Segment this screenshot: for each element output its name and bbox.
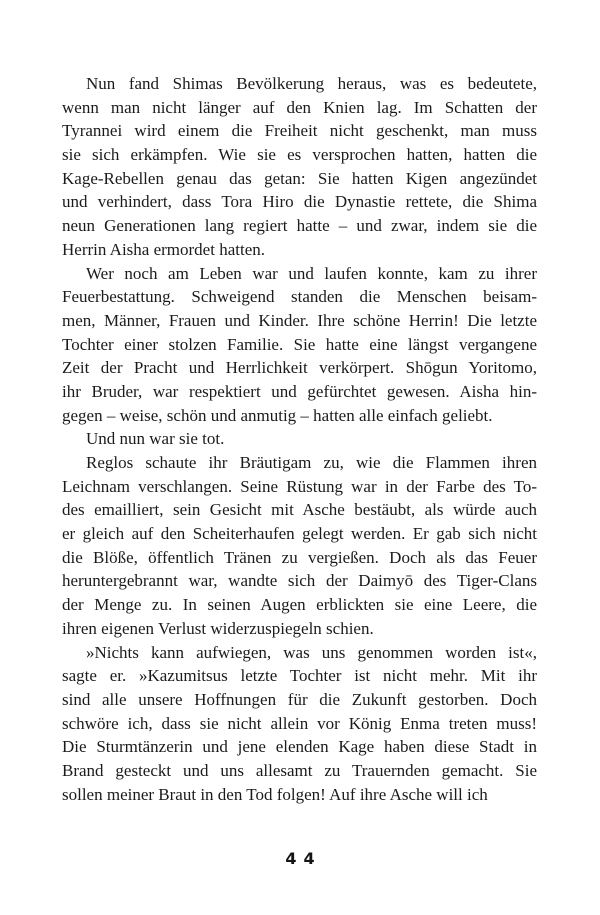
text-line: Nun fand Shimas Bevölkerung heraus, was es bedeutete, (86, 74, 537, 93)
paragraph (62, 262, 537, 428)
text-line: Die Sturmtänzerin und jene elenden Kage haben diese Stadt in (62, 737, 537, 757)
text-line: men, Männer, Frauen und Kinder. Ihre schöne Herrin! Die letzte (62, 310, 537, 330)
text-line: Feuerbestattung. Schweigend standen die Menschen beisam- (62, 287, 537, 307)
text-line: ihren eigenen Verlust widerzuspiegeln schien. (62, 618, 374, 638)
paragraph (62, 451, 537, 641)
text-line: der Menge zu. In seinen Augen erblickten sie eine Leere, die (62, 595, 537, 615)
text-line: sagte er. »Kazumitsus letzte Tochter ist nicht mehr. Mit ihr (62, 666, 537, 686)
text-line: »Nichts kann aufwiegen, was uns genommen worden ist«, (86, 642, 537, 662)
text-line: neun Generationen lang regiert hatte – und zwar, indem sie die (62, 216, 537, 236)
text-line: ihr Bruder, war respektiert und gefürchtet gewesen. Aisha hin- (62, 381, 537, 401)
text-line: Herrin Aisha ermordet hatten. (62, 239, 265, 259)
text-line: Brand gesteckt und uns allesamt zu Trauernden gemacht. Sie (62, 760, 537, 780)
text-line: schwöre ich, dass sie nicht allein vor König Enma treten muss! (62, 713, 537, 733)
text-line: Wer noch am Leben war und laufen konnte, kam zu ihrer (86, 263, 537, 283)
text-line: Tochter einer stolzen Familie. Sie hatte eine längst vergangene (62, 334, 537, 354)
text-line: wenn man nicht länger auf den Knien lag. Im Schatten der (62, 97, 537, 117)
paragraph (62, 641, 537, 807)
text-line: Leichnam verschlangen. Seine Rüstung war in der Farbe des To- (62, 476, 537, 496)
text-line: er gleich auf den Scheiterhaufen gelegt werden. Er gab sich nicht (62, 524, 537, 544)
text-line: Und nun war sie tot. (86, 429, 225, 449)
text-line: die Blöße, öffentlich Tränen zu vergießen. Doch als das Feuer (62, 547, 537, 567)
text-line: und verhindert, dass Tora Hiro die Dynastie rettete, die Shima (62, 192, 537, 212)
text-line: gegen – weise, schön und anmutig – hatten alle einfach geliebt. (62, 405, 493, 425)
text-line: sind alle unsere Hoffnungen für die Zukunft gestorben. Doch (62, 689, 537, 709)
text-block (62, 72, 537, 806)
text-line: des emailliert, sein Gesicht mit Asche bestäubt, als würde auch (62, 500, 537, 520)
text-line: Reglos schaute ihr Bräutigam zu, wie die Flammen ihren (86, 453, 537, 472)
text-line: Tyrannei wird einem die Freiheit nicht geschenkt, man muss (62, 121, 537, 141)
text-line: Zeit der Pracht und Herrlichkeit verkörpert. Shōgun Yoritomo, (62, 358, 537, 378)
paragraph (62, 427, 537, 451)
text-line: Kage-Rebellen genau das getan: Sie hatten Kigen angezündet (62, 168, 537, 188)
page-number: 44 (285, 849, 322, 868)
paragraph (62, 72, 537, 262)
text-line: sie sich erkämpfen. Wie sie es versprochen hatten, hatten die (62, 145, 537, 165)
text-line: heruntergebrannt war, wandte sich der Daimyō des Tiger-Clans (62, 571, 537, 591)
text-line: sollen meiner Braut in den Tod folgen! Auf ihre Asche will ich (62, 784, 488, 804)
